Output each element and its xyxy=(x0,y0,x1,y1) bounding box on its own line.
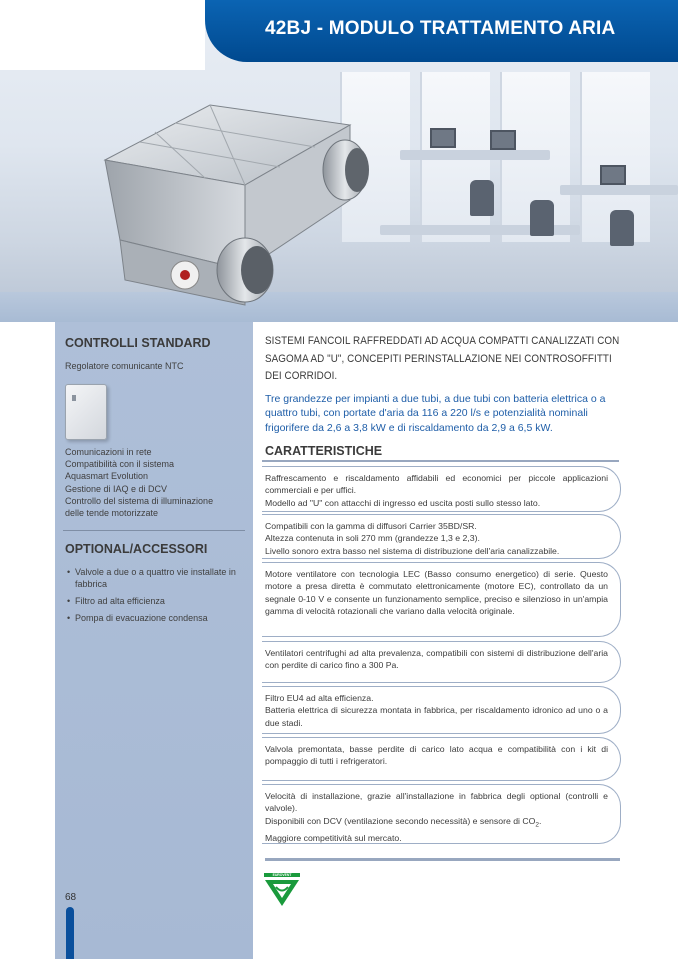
feature-block xyxy=(262,784,621,844)
intro-summary: Tre grandezze per impianti a due tubi, a due tubi con batteria elettrica o a quattro tubi, con portate d'aria da 116 a 220 l/s e potenzialità nominali frigorifere da 2,6 a 3,8 kW e di riscaldamento da 2,9 a 6,5 kW. xyxy=(265,392,606,434)
options-title: OPTIONAL/ACCESSORI xyxy=(65,542,208,556)
options-item-text: Pompa di evacuazione condensa xyxy=(75,613,208,623)
controller-device-image xyxy=(65,384,107,440)
features-divider xyxy=(262,460,619,462)
page-number: 68 xyxy=(65,892,77,903)
feature-line: Maggiore competitività sul mercato. xyxy=(265,832,402,843)
features-title: CARATTERISTICHE xyxy=(265,444,383,458)
office-chair xyxy=(470,180,494,216)
feature-block xyxy=(262,686,621,734)
feature-block xyxy=(262,562,621,637)
controls-item: Gestione di IAQ e di DCV xyxy=(65,483,168,494)
feature-line: Batteria elettrica di sicurezza montata in fabbrica, per riscaldamento idronico ad uno o a due stadi. xyxy=(265,705,608,728)
feature-line: Raffrescamento e riscaldamento affidabili ed economici per piccole applicazioni commerciali e per uffici. xyxy=(265,473,608,496)
feature-line: Livello sonoro extra basso nel sistema di distribuzione dell'aria canalizzabile. xyxy=(265,545,560,556)
intro-headline: SISTEMI FANCOIL RAFFREDDATI AD ACQUA COMPATTI CANALIZZATI CON SAGOMA AD "U", CONCEPITI PERINSTALLAZIONE NEI CONTROSOFFITTI DEI CORRIDOI. xyxy=(265,335,620,382)
feature-block xyxy=(262,737,621,781)
feature-line-text: Disponibili con DCV (ventilazione secondo necessità) e sensore di CO xyxy=(265,815,536,826)
feature-line: Motore ventilatore con tecnologia LEC (Basso consumo energetico) di serie. Questo motore a presa diretta è commutato elettronicamente (motore EC), controllato da un segnale 0-10 V e consente un funzionamento semplice, preciso e silenzioso in un'ampia gamma di velocità rotazionali che variano dalla velocità originale. xyxy=(265,569,608,616)
controls-subtitle: Regolatore comunicante NTC xyxy=(65,361,184,371)
feature-line: Altezza contenuta in soli 270 mm (grandezze 1,3 e 2,3). xyxy=(265,533,480,544)
controls-item: Compatibilità con il sistema xyxy=(65,459,175,470)
office-monitor xyxy=(430,128,456,148)
feature-line: Velocità di installazione, grazie all'installazione in fabbrica degli optional (controlli e valvole). xyxy=(265,791,608,814)
controls-item: delle tende motorizzate xyxy=(65,508,159,519)
office-chair xyxy=(530,200,554,236)
controls-item: Comunicazioni in rete xyxy=(65,447,152,457)
office-chair xyxy=(610,210,634,246)
title-banner xyxy=(205,0,678,62)
feature-line: Filtro EU4 ad alta efficienza. xyxy=(265,693,374,703)
fancoil-unit-illustration xyxy=(95,90,395,320)
page-tab-marker xyxy=(66,907,74,959)
options-item xyxy=(67,612,237,624)
office-monitor xyxy=(490,130,516,150)
intro-section xyxy=(265,333,625,435)
eurovent-logo-text: EUROVENT xyxy=(272,873,292,878)
bottom-divider xyxy=(265,858,620,861)
feature-line xyxy=(265,815,608,832)
feature-line: Valvola premontata, basse perdite di carico lato acqua e compatibilità con i kit di pompaggio di tutti i refrigeratori. xyxy=(265,744,608,767)
controls-title: CONTROLLI STANDARD xyxy=(65,336,211,350)
sidebar-divider xyxy=(63,530,245,531)
office-desk xyxy=(560,185,678,195)
office-monitor xyxy=(600,165,626,185)
feature-line: Modello ad "U" con attacchi di ingresso ed uscita posti sullo stesso lato. xyxy=(265,497,541,508)
options-item xyxy=(67,595,237,607)
feature-line: Ventilatori centrifughi ad alta prevalenza, compatibili con sistemi di distribuzione dell'aria con perdite di carico fino a 300 Pa. xyxy=(265,648,608,671)
controls-item: Controllo del sistema di illuminazione xyxy=(65,495,214,506)
feature-line-period: . xyxy=(539,815,542,826)
eurovent-logo xyxy=(262,872,302,908)
hero-top-margin xyxy=(0,0,205,70)
office-desk xyxy=(400,150,550,160)
feature-block xyxy=(262,466,621,512)
co2-subscript: 2 xyxy=(535,821,540,829)
page-title: 42BJ - MODULO TRATTAMENTO ARIA xyxy=(265,18,616,39)
feature-block xyxy=(262,514,621,559)
feature-line: Compatibili con la gamma di diffusori Carrier 35BD/SR. xyxy=(265,521,477,531)
controls-item: Aquasmart Evolution xyxy=(65,471,149,482)
feature-block xyxy=(262,641,621,683)
options-item-text: Filtro ad alta efficienza xyxy=(75,596,165,606)
options-list xyxy=(67,566,237,629)
options-item xyxy=(67,566,237,590)
options-item-text: Valvole a due o a quattro vie installate in fabbrica xyxy=(75,567,236,589)
controls-feature-list xyxy=(65,446,213,519)
left-sidebar xyxy=(55,322,253,959)
